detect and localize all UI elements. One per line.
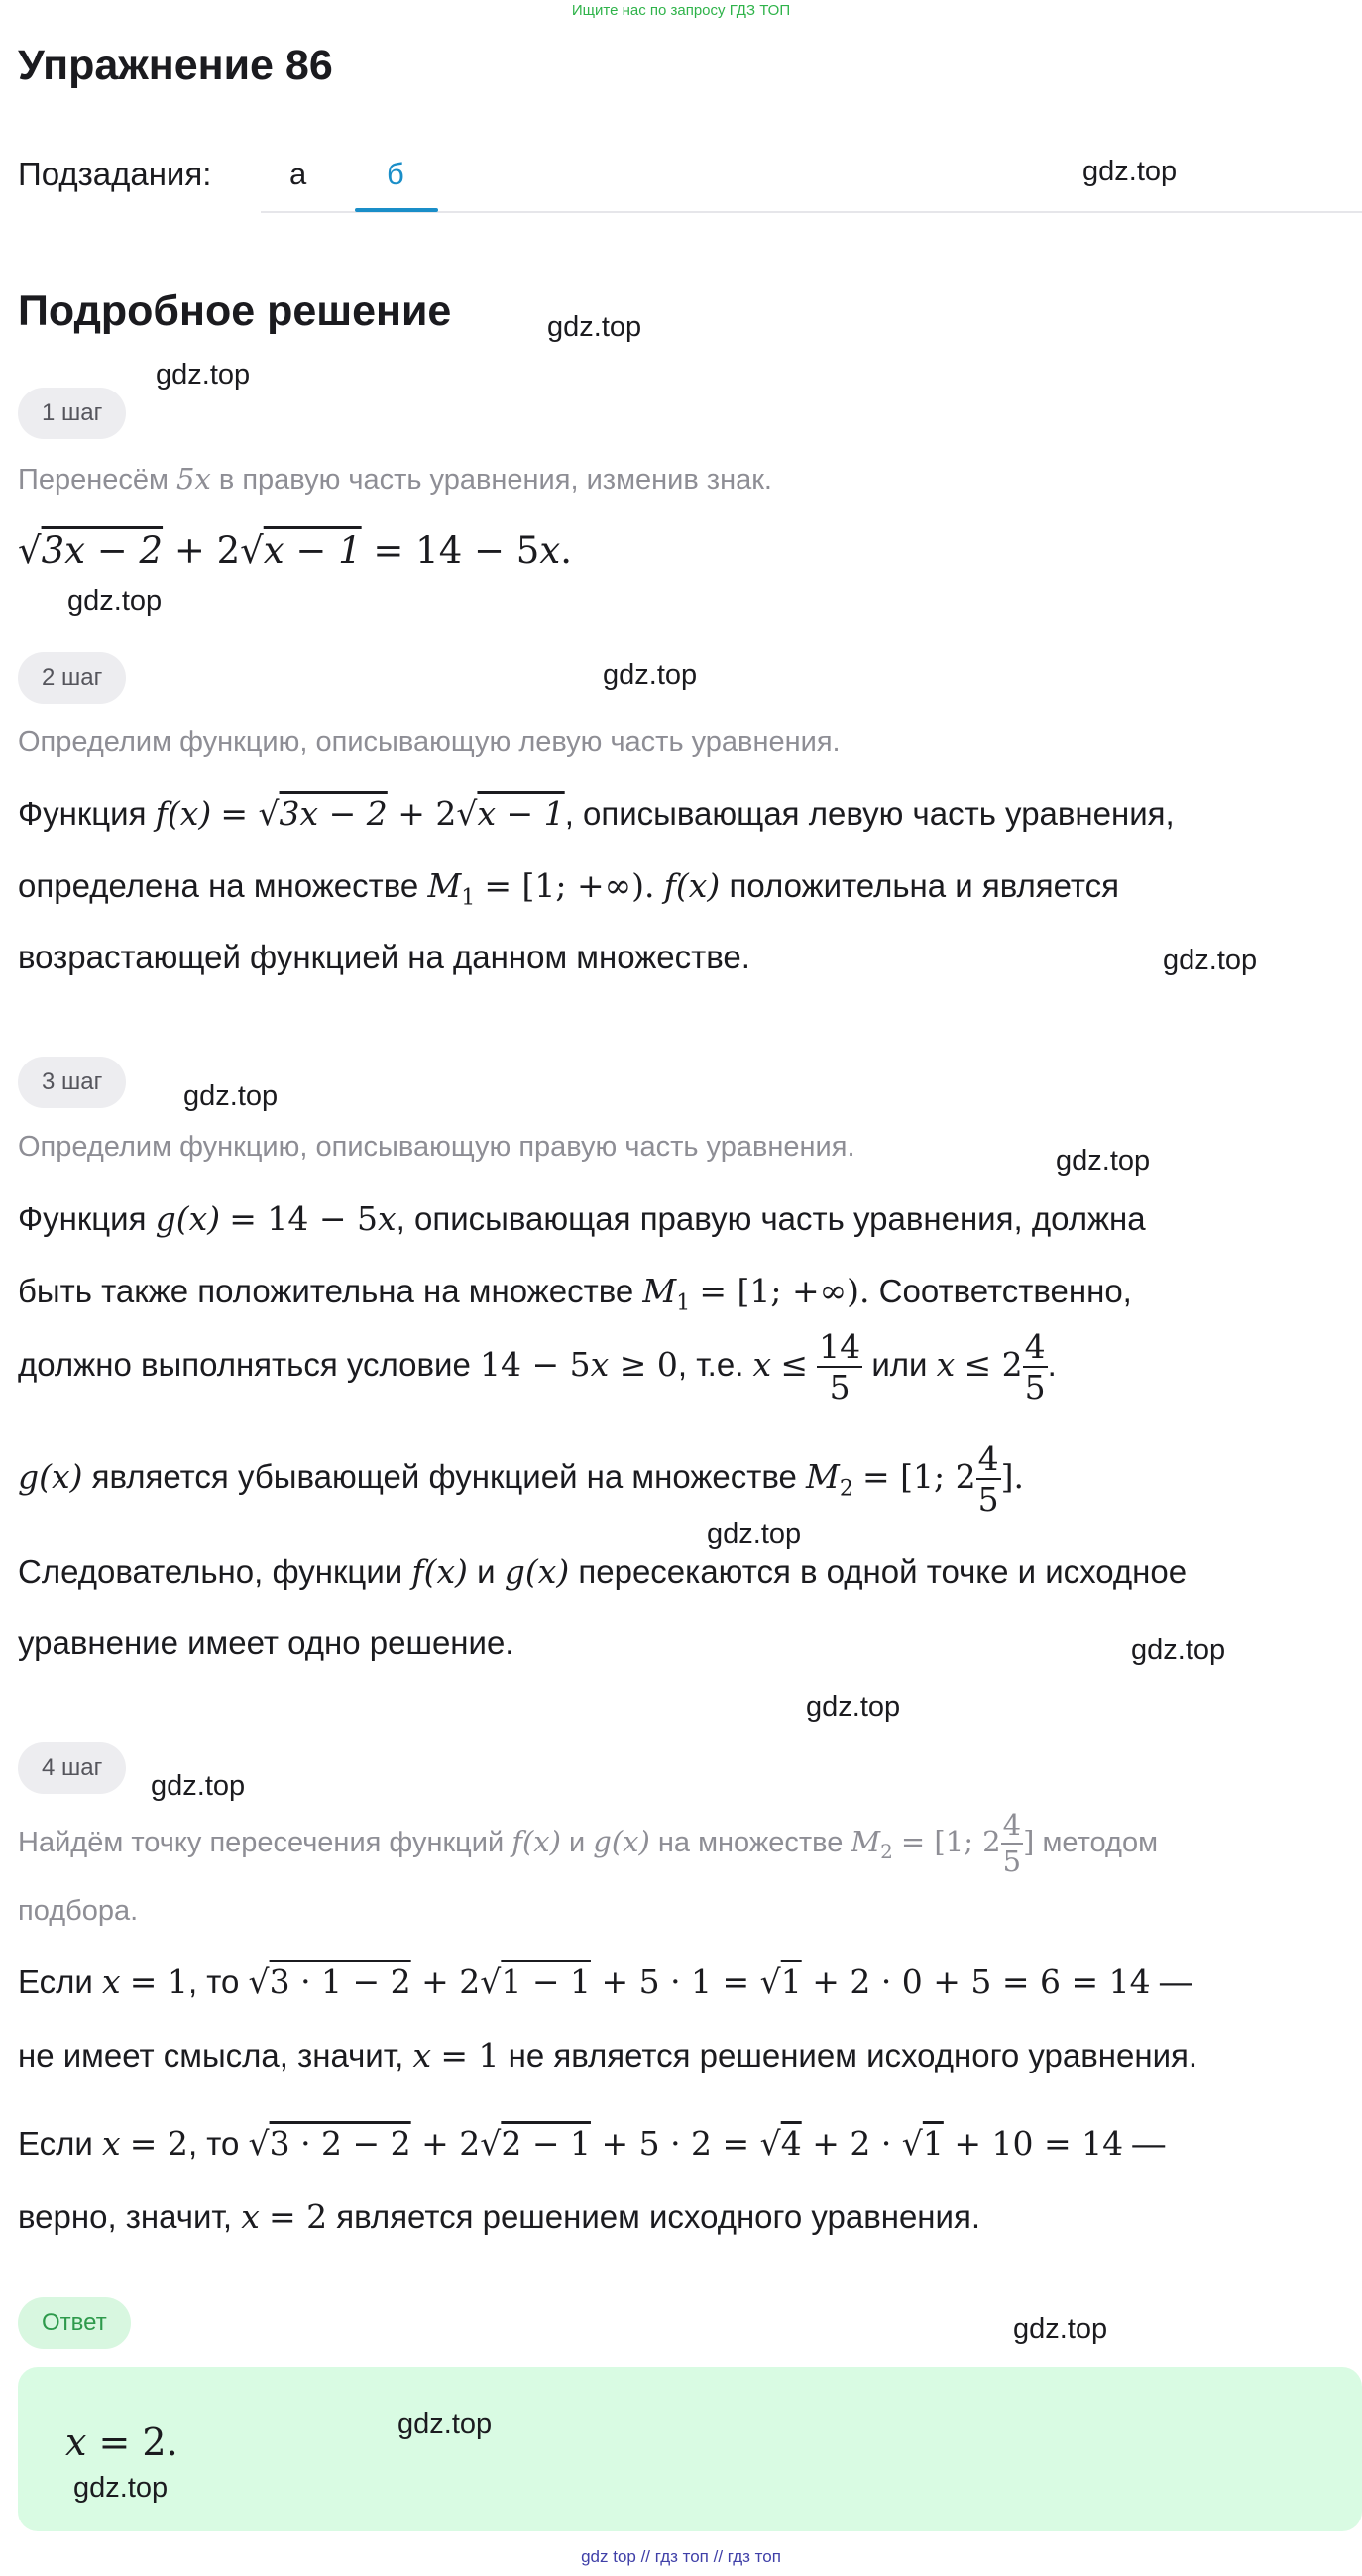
- section-title: Подробное решение: [18, 287, 452, 335]
- step-3-line-6: уравнение имеет одно решение.: [18, 1624, 514, 1661]
- step-3-badge: 3 шаг: [18, 1057, 126, 1108]
- step-2-line-2: определена на множестве $M_1 = [1$; +∞). f(x) положительна и является: [18, 866, 1120, 911]
- watermark: gdz.top: [707, 1518, 802, 1550]
- answer-value: x = 2.: [65, 2420, 178, 2464]
- watermark: gdz.top: [603, 659, 698, 691]
- page-title: Упражнение 86: [18, 42, 333, 89]
- active-tab-indicator: [355, 208, 438, 212]
- tab-a[interactable]: а: [289, 157, 307, 191]
- tab-b[interactable]: б: [387, 157, 404, 191]
- watermark: gdz.top: [397, 2408, 493, 2440]
- watermark: gdz.top: [67, 585, 163, 616]
- step-3-hint: Определим функцию, описывающую правую часть уравнения.: [18, 1131, 855, 1163]
- step-2-line-1: Функция f(x) = √3x − 2 + 2√x − 1, описывающая левую часть уравнения,: [18, 794, 1175, 833]
- step-4-line-3: Если x = 2, то √3 · 2 − 2 + 2√2 − 1 + 5 · 2 = √4 + 2 · √1 + 10 = 14 —: [18, 2124, 1166, 2163]
- step-3-line-5: Следовательно, функции f(x) и g(x) пересекаются в одной точке и исходное: [18, 1552, 1188, 1591]
- step-2-hint: Определим функцию, описывающую левую часть уравнения.: [18, 727, 841, 758]
- step-3-line-4: g(x) является убывающей функцией на множестве $M_2 = [1$; 2 $\frac{4}{5}$ ].: [18, 1439, 1025, 1519]
- step-4-hint-line-1: Найдём точку пересечения функций f(x) и g(x) на множестве $M_2 = [1$; 2 $\frac{4}{5}$ ] методом: [18, 1808, 1159, 1879]
- step-4-line-4: верно, значит, x = 2 является решением исходного уравнения.: [18, 2197, 980, 2236]
- search-hint-banner: Ищите нас по запросу ГДЗ ТОП: [571, 2, 791, 19]
- step-2-badge: 2 шаг: [18, 652, 126, 704]
- step-3-line-3: должно выполняться условие 14 − 5x ≥ 0, т.е. x ≤ $\frac{14}{5}$ или x ≤ 2 $\frac{4}{5}$ .: [18, 1327, 1057, 1407]
- step-1-hint: Перенесём 5x в правую часть уравнения, изменив знак.: [18, 462, 772, 496]
- watermark: gdz.top: [1163, 945, 1258, 976]
- footer-links[interactable]: gdz top // гдз топ // гдз топ: [581, 2547, 781, 2566]
- step-4-line-2: не имеет смысла, значит, x = 1 не является решением исходного уравнения.: [18, 2036, 1198, 2074]
- step-3-line-1: Функция g(x) = 14 − 5x, описывающая правую часть уравнения, должна: [18, 1199, 1146, 1238]
- watermark: gdz.top: [806, 1691, 901, 1723]
- step-4-line-1: Если x = 1, то √3 · 1 − 2 + 2√1 − 1 + 5 · 1 = √1 + 2 · 0 + 5 = 6 = 14 —: [18, 1962, 1192, 2001]
- watermark: gdz.top: [547, 311, 642, 343]
- watermark: gdz.top: [1013, 2313, 1108, 2345]
- watermark: gdz.top: [151, 1770, 246, 1802]
- step-1-equation: √3x − 2 + 2√x − 1 = 14 − 5x.: [18, 529, 572, 572]
- watermark: gdz.top: [1056, 1145, 1151, 1176]
- watermark: gdz.top: [1082, 156, 1178, 187]
- step-2-line-3: возрастающей функцией на данном множестве.: [18, 939, 750, 975]
- watermark: gdz.top: [73, 2472, 169, 2504]
- step-3-line-2: быть также положительна на множестве $M_1 = [1$; +∞). Соответственно,: [18, 1272, 1132, 1316]
- watermark: gdz.top: [156, 359, 251, 391]
- step-1-badge: 1 шаг: [18, 388, 126, 439]
- subtasks-label: Подзадания:: [18, 156, 212, 192]
- answer-badge: Ответ: [18, 2297, 131, 2349]
- step-4-badge: 4 шаг: [18, 1742, 126, 1794]
- watermark: gdz.top: [183, 1080, 279, 1112]
- watermark: gdz.top: [1131, 1634, 1226, 1666]
- answer-box: [18, 2367, 1362, 2531]
- step-4-hint-line-2: подбора.: [18, 1895, 139, 1927]
